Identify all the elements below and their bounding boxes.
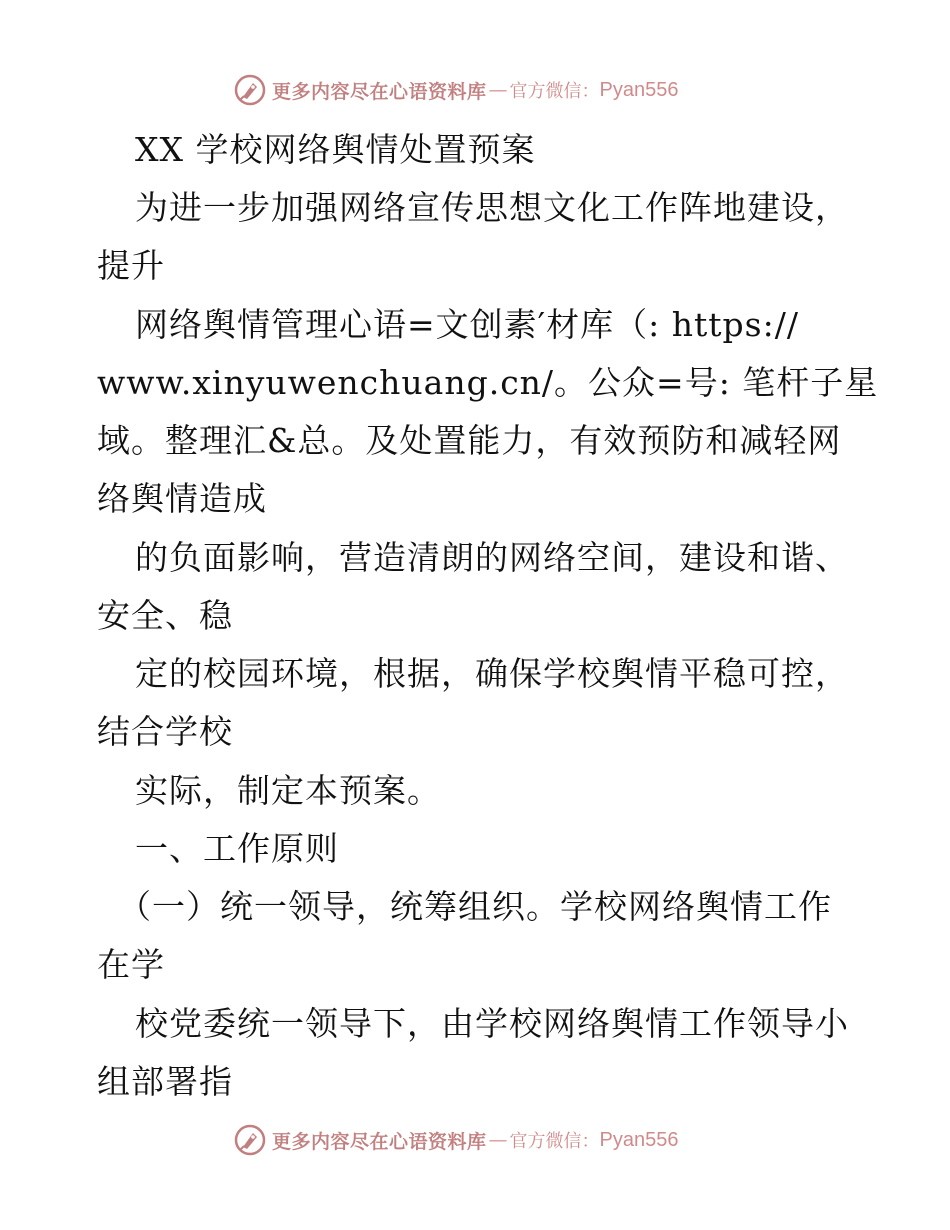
paragraph-line: 为进一步加强网络宣传思想文化工作阵地建设，	[135, 188, 849, 227]
paragraph-line: 校党委统一领导下，由学校网络舆情工作领导小	[135, 1004, 849, 1043]
paragraph-line: 络舆情造成	[97, 479, 267, 518]
wechat-label: 官方微信：	[509, 1131, 600, 1152]
document-title: XX 学校网络舆情处置预案	[135, 130, 536, 169]
paragraph-line: 定的校园环境，根据，确保学校舆情平稳可控，	[135, 654, 849, 693]
paragraph-line: www.xinyuwenchuang.cn/。公众=号: 笔杆子星	[97, 363, 879, 402]
wechat-id: Pyan556	[599, 78, 679, 101]
promo-text: 更多内容尽在心语资料库	[272, 80, 487, 103]
footer-watermark-banner	[234, 1120, 678, 1160]
pen-nib-logo-icon	[234, 74, 266, 106]
banner-separator: —	[488, 1129, 508, 1151]
paragraph-line: 的负面影响，营造清朗的网络空间，建设和谐、	[135, 538, 849, 577]
wechat-id: Pyan556	[599, 1128, 679, 1151]
header-watermark-banner	[234, 70, 678, 110]
paragraph-line: （一）统一领导，统筹组织。学校网络舆情工作	[118, 887, 832, 926]
section-heading: 一、工作原则	[135, 829, 339, 868]
promo-text: 更多内容尽在心语资料库	[272, 1130, 487, 1153]
paragraph-line: 域。整理汇&总。及处置能力，有效预防和减轻网	[97, 421, 842, 460]
paragraph-line: 组部署指	[97, 1062, 233, 1101]
paragraph-line: 在学	[97, 945, 165, 984]
banner-separator: —	[488, 79, 508, 101]
paragraph-line: 实际，制定本预案。	[135, 771, 441, 810]
paragraph-line: 网络舆情管理心语=文创素′材库（: https://	[135, 305, 799, 344]
wechat-label: 官方微信：	[509, 81, 600, 102]
pen-nib-logo-icon	[234, 1124, 266, 1156]
paragraph-line: 结合学校	[97, 712, 233, 751]
paragraph-line: 安全、稳	[97, 596, 233, 635]
paragraph-line: 提升	[97, 246, 165, 285]
